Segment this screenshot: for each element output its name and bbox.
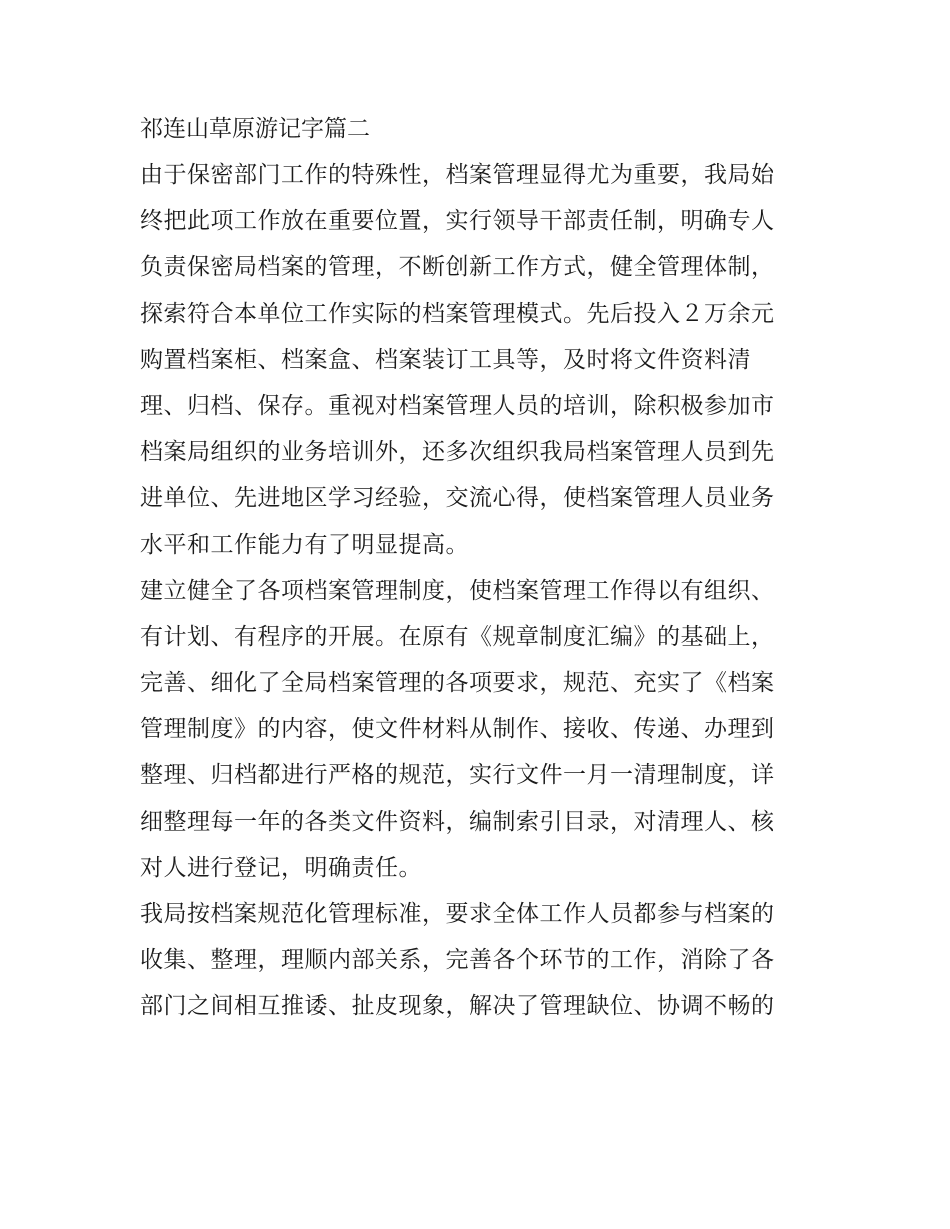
paragraph-3 [140,891,820,1030]
text-line: 完善、细化了全局档案管理的各项要求，规范、充实了《档案 [140,670,775,697]
text-line: 水平和工作能力有了明显提高。 [140,531,469,558]
text-line: 负责保密局档案的管理，不断创新工作方式，健全管理体制， [140,254,775,281]
text-line: 管理制度》的内容，使文件材料从制作、接收、传递、办理到 [140,716,775,743]
text-line: 有计划、有程序的开展。在原有《规章制度汇编》的基础上， [140,623,775,650]
document-title: 祁连山草原游记字篇二 [140,116,370,142]
text-line: 建立健全了各项档案管理制度，使档案管理工作得以有组织、 [140,577,775,604]
text-line: 购置档案柜、档案盒、档案装订工具等，及时将文件资料清 [140,346,751,373]
text-line: 细整理每一年的各类文件资料，编制索引目录，对清理人、核 [140,808,775,835]
text-line: 部门之间相互推诿、扯皮现象，解决了管理缺位、协调不畅的 [140,993,775,1020]
text-line: 理、归档、保存。重视对档案管理人员的培训，除积极参加市 [140,392,775,419]
text-line: 收集、整理，理顺内部关系，完善各个环节的工作，消除了各 [140,947,775,974]
text-line: 进单位、先进地区学习经验，交流心得，使档案管理人员业务 [140,485,775,512]
document-body [140,108,820,1030]
text-line: 由于保密部门工作的特殊性，档案管理显得尤为重要，我局始 [140,162,775,188]
text-line: 对人进行登记，明确责任。 [140,854,422,881]
text-line: 档案局组织的业务培训外，还多次组织我局档案管理人员到先 [140,439,775,466]
text-line: 探索符合本单位工作实际的档案管理模式。先后投入２万余元 [140,300,775,327]
paragraph-2 [140,568,820,891]
paragraph-1 [140,152,820,568]
text-line: 终把此项工作放在重要位置，实行领导干部责任制，明确专人 [140,208,775,235]
text-line: 我局按档案规范化管理标准，要求全体工作人员都参与档案的 [140,901,775,927]
text-line: 整理、归档都进行严格的规范，实行文件一月一清理制度，详 [140,762,775,789]
